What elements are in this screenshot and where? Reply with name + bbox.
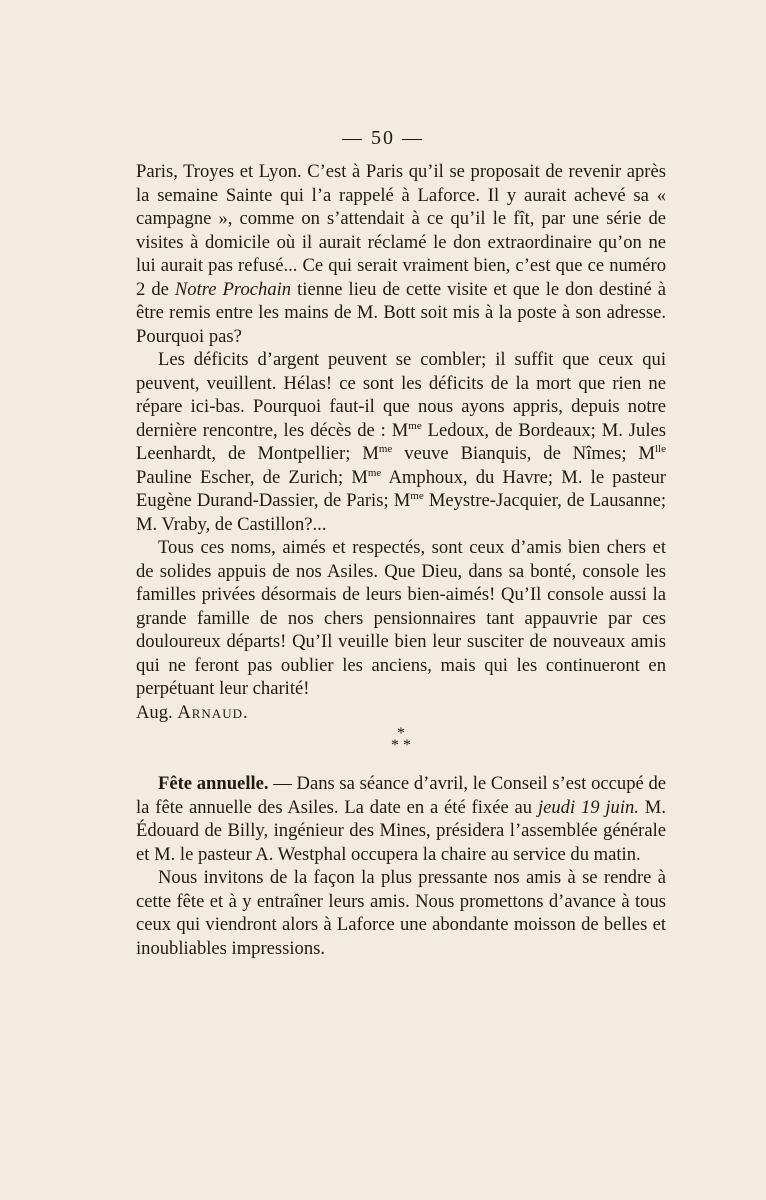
- paragraph-text: M. Édouard de Billy, ingénieur des Mines, présidera l’assemblée générale et M. le pasteur A. Westphal occupera la chaire au service du matin.: [136, 796, 666, 865]
- paragraph-text: Amphoux, du Havre; M. le pasteur Eugène Durand-Dassier, de Paris; M: [136, 466, 666, 511]
- paragraph-text: tienne lieu de cette visite et que le don destiné à être remis entre les mains de M. Bott soit mis à la poste à son adresse. Pourquoi pas?: [136, 278, 666, 347]
- paragraph-text: Les déficits d’argent peuvent se combler; il suffit que ceux qui peuvent, veuillent. Hélas! ce sont les déficits de la mort que rien ne répare ici-bas. Pourquoi faut-il que nous ayons appris, depuis notre dernière rencontre, les décès de : M: [136, 349, 666, 441]
- paragraph-text: Meystre-Jacquier, de Lausanne; M. Vraby, de Castillon?...: [136, 490, 667, 535]
- paragraph-fete: [136, 772, 666, 866]
- signature: [136, 701, 666, 725]
- paragraph-text: Paris, Troyes et Lyon. C’est à Paris qu’il se proposait de revenir après la semaine Sainte qui l’a rappelé à Laforce. Il y aurait achevé sa « campagne », comme on s’attendait à ce qu’il le fît, par une série de visites à domicile où il aurait réclamé le don extraordinaire qu’on ne lui aurait pas refusé... Ce qui serait vraiment bien, c’est que ce numéro 2 de: [136, 161, 666, 300]
- asterism-divider: [136, 725, 666, 772]
- section-heading: Fête annuelle.: [158, 773, 269, 794]
- asterism-bottom: * *: [391, 737, 411, 754]
- paragraph-text: Ledoux, de Bordeaux; M. Jules Leenhardt, de Montpellier; M: [136, 419, 666, 464]
- paragraph-text: veuve Bianquis, de Nîmes; M: [392, 443, 655, 464]
- paragraph-names: Tous ces noms, aimés et respectés, sont ceux d’amis bien chers et de solides appuis de nos Asiles. Que Dieu, dans sa bonté, console les familles privées désormais de leurs bien-aimés! Qu’Il console aussi la grande famille de nos chers pensionnaires tant appauvrie par ces douloureux départs! Qu’Il veuille bien leur susciter de nouveaux amis qui ne feront pas oublier les anciens, mais qui les continueront en perpétuant leur charité!: [136, 537, 666, 699]
- superscript: me: [378, 442, 393, 455]
- event-date: jeudi 19 juin.: [537, 796, 639, 818]
- paragraph-campaign: [136, 160, 666, 348]
- paragraph-text: Pauline Escher, de Zurich; M: [136, 466, 368, 488]
- article-body: [136, 160, 666, 960]
- paragraph-invitation: Nous invitons de la façon la plus pressante nos amis à se rendre à cette fête et à y entraîner leurs amis. Nous promettons d’avance à tous ceux qui viendront alors à Laforce une abondante moisson de belles et inoubliables impressions.: [136, 867, 666, 959]
- paragraph-deaths: [136, 348, 666, 536]
- superscript: me: [410, 489, 424, 502]
- signature-last: Arnaud.: [177, 701, 249, 723]
- page-number: — 50 —: [342, 127, 424, 149]
- superscript: me: [367, 466, 382, 479]
- paragraph-text: — Dans sa séance d’avril, le Conseil s’est occupé de la fête annuelle des Asiles. La date en a été fixée au: [136, 773, 666, 818]
- superscript: lle: [655, 442, 666, 455]
- signature-first: Aug.: [136, 701, 173, 723]
- journal-title: Notre Prochain: [174, 278, 292, 300]
- superscript: me: [408, 419, 422, 432]
- asterism-top: *: [397, 725, 405, 742]
